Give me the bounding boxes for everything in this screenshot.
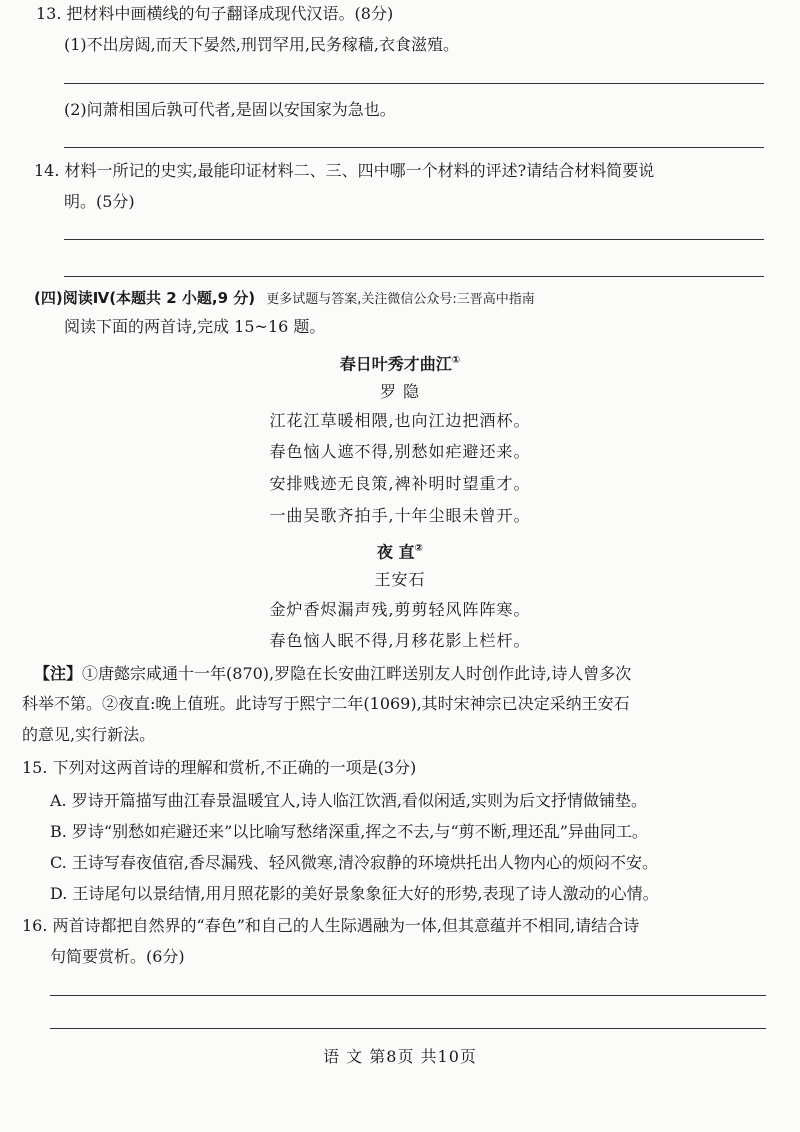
poem1-line: 春色恼人遮不得,别愁如疟避还来。 [269, 442, 531, 461]
q15-option-c: C. 王诗写春夜值宿,香尽漏残、轻风微寒,清冷寂静的环境烘托出人物内心的烦闷不安。 [50, 853, 659, 872]
answer-line [50, 1028, 766, 1029]
q13-stem: 13. 把材料中画横线的句子翻译成现代汉语。(8分) [36, 4, 394, 23]
q15-option-d: D. 王诗尾句以景结情,用月照花影的美好景象象征大好的形势,表现了诗人激动的心情。 [50, 884, 659, 903]
notes-text-1: ①唐懿宗咸通十一年(870),罗隐在长安曲江畔送别友人时创作此诗,诗人曾多次 [82, 664, 632, 683]
wechat-notice: 更多试题与答案,关注微信公众号:三晋高中指南 [266, 292, 535, 307]
answer-line [64, 147, 764, 148]
poem1-note-mark: ① [451, 355, 461, 366]
poem2-line: 春色恼人眠不得,月移花影上栏杆。 [269, 631, 531, 650]
notes-line-3: 的意见,实行新法。 [22, 725, 156, 744]
q14-stem-line-2: 明。(5分) [64, 192, 135, 211]
notes-line-2: 科举不第。②夜直:晚上值班。此诗写于熙宁二年(1069),其时宋神宗已决定采纳王安石 [22, 694, 630, 713]
q14-stem-line-1: 14. 材料一所记的史实,最能印证材料二、三、四中哪一个材料的评述?请结合材料简要说 [34, 161, 655, 180]
poem1-author: 罗 隐 [379, 382, 421, 401]
q15-stem: 15. 下列对这两首诗的理解和赏析,不正确的一项是(3分) [22, 758, 417, 777]
section-heading [34, 287, 535, 311]
poem2-note-mark: ② [414, 543, 424, 554]
poem1-title [0, 350, 800, 375]
poem1-line: 江花江草暖相隈,也向江边把酒杯。 [269, 411, 531, 430]
q15-option-b: B. 罗诗“别愁如疟避还来”以比喻写愁绪深重,挥之不去,与“剪不断,理还乱”异曲同工。 [50, 822, 648, 841]
answer-line [64, 239, 764, 240]
poem2-author: 王安石 [374, 570, 426, 589]
poem1-line: 安排贱迹无良策,裨补明时望重才。 [269, 474, 531, 493]
poem2-title [0, 538, 800, 563]
q16-stem-line-2: 句简要赏析。(6分) [50, 947, 185, 966]
poem1-line: 一曲吴歌齐拍手,十年尘眼未曾开。 [269, 506, 531, 525]
notes-line-1 [34, 663, 631, 685]
reading-instruction: 阅读下面的两首诗,完成 15~16 题。 [64, 317, 326, 336]
page-footer: 语 文 第8页 共10页 [323, 1047, 477, 1066]
q13-sentence-1: (1)不出房闼,而天下晏然,刑罚罕用,民务稼穑,衣食滋殖。 [64, 35, 460, 54]
poem1-title-text: 春日叶秀才曲江 [339, 354, 452, 374]
poem2-title-text: 夜 直 [376, 542, 415, 562]
answer-line [64, 83, 764, 84]
q16-stem-line-1: 16. 两首诗都把自然界的“春色”和自己的人生际遇融为一体,但其意蕴并不相同,请结合诗 [22, 916, 640, 935]
answer-line [50, 995, 766, 996]
notes-label: 【注】 [34, 664, 83, 683]
q15-option-a: A. 罗诗开篇描写曲江春景温暖宜人,诗人临江饮酒,看似闲适,实则为后文抒情做铺垫。 [50, 791, 647, 810]
answer-line [64, 276, 764, 277]
poem2-line: 金炉香烬漏声残,剪剪轻风阵阵寒。 [269, 600, 531, 619]
q13-sentence-2: (2)问萧相国后孰可代者,是固以安国家为急也。 [64, 100, 396, 119]
section-title: (四)阅读Ⅳ(本题共 2 小题,9 分) [34, 289, 256, 307]
